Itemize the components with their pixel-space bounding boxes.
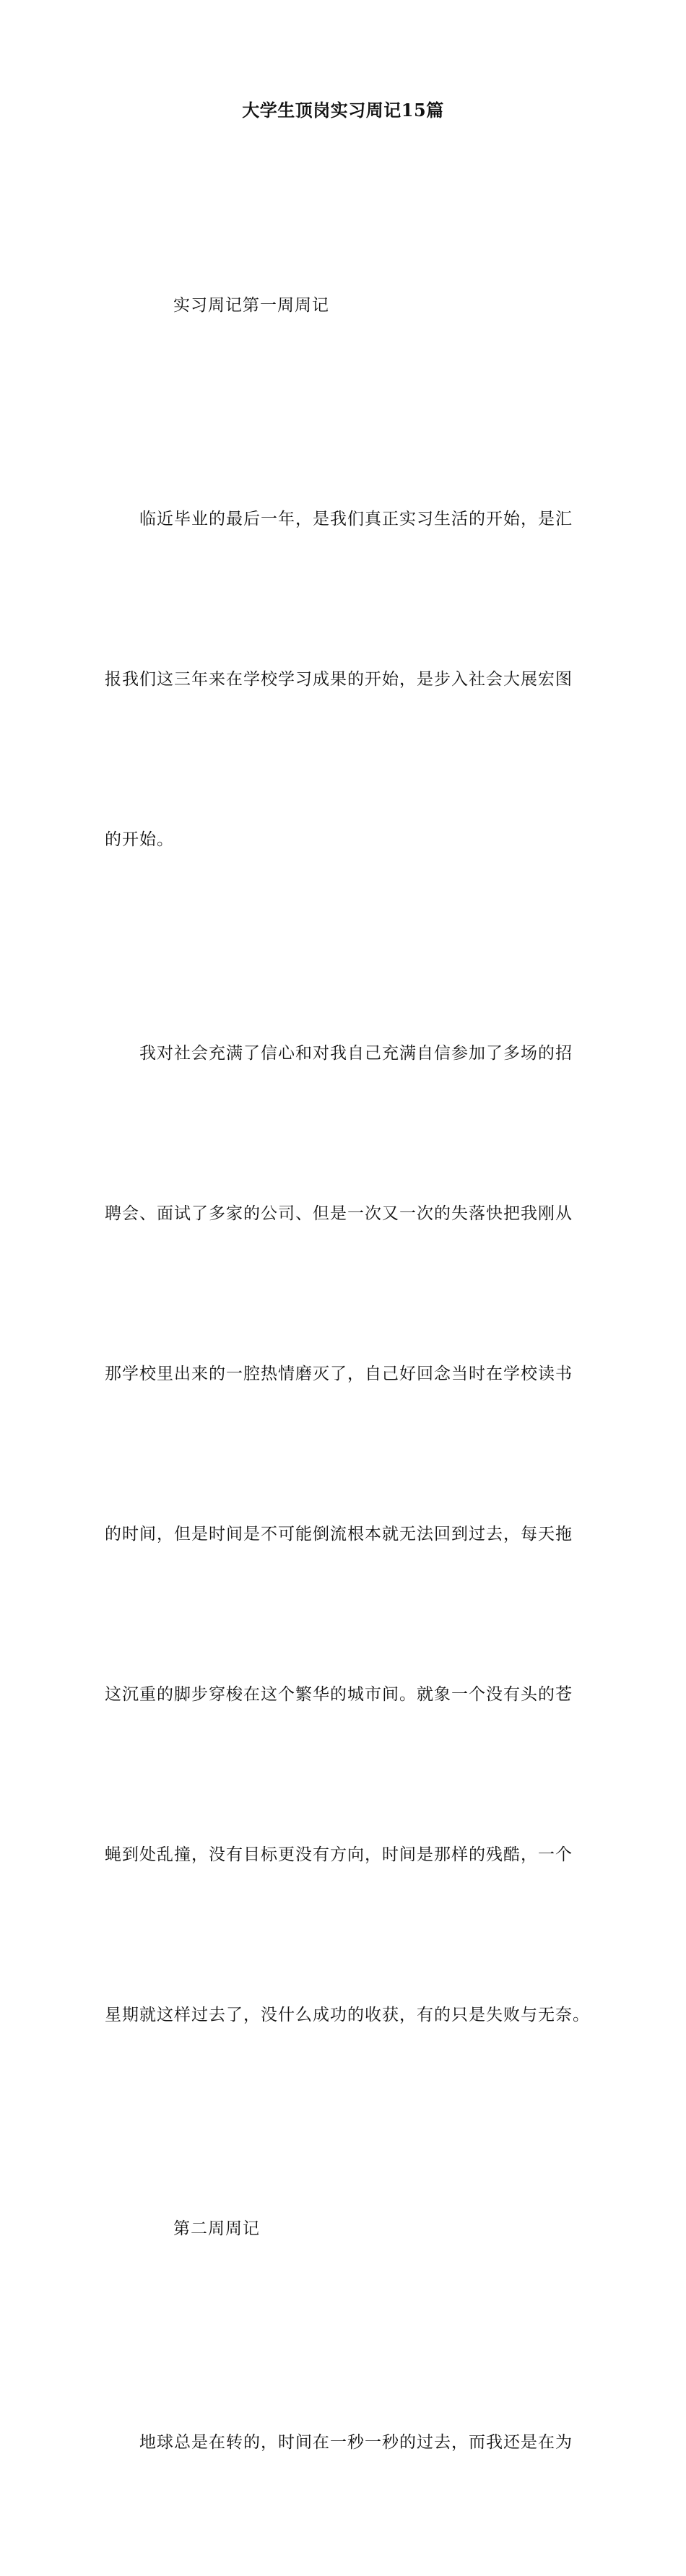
section-heading-week-2: 第二周周记 bbox=[173, 2219, 260, 2238]
paragraph-2-line-7: 星期就这样过去了，没什么成功的收获，有的只是失败与无奈。 bbox=[105, 2006, 590, 2024]
section-heading-week-1: 实习周记第一周周记 bbox=[173, 296, 329, 315]
paragraph-3-line-1: 地球总是在转的，时间在一秒一秒的过去，而我还是在为 bbox=[139, 2433, 573, 2452]
paragraph-1-line-2: 报我们这三年来在学校学习成果的开始，是步入社会大展宏图 bbox=[105, 670, 573, 689]
body-text bbox=[105, 172, 590, 2576]
paragraph-1-line-3: 的开始。 bbox=[105, 830, 174, 849]
paragraph-2-line-2: 聘会、面试了多家的公司、但是一次又一次的失落快把我刚从 bbox=[105, 1204, 573, 1223]
document-title: 大学生顶岗实习周记15篇 bbox=[242, 100, 444, 121]
paragraph-2-line-6: 蝇到处乱撞，没有目标更没有方向，时间是那样的残酷，一个 bbox=[105, 1845, 573, 1864]
paragraph-2-line-4: 的时间，但是时间是不可能倒流根本就无法回到过去，每天拖 bbox=[105, 1525, 573, 1544]
paragraph-1-line-1: 临近毕业的最后一年，是我们真正实习生活的开始，是汇 bbox=[139, 510, 573, 528]
paragraph-2-line-3: 那学校里出来的一腔热情磨灭了，自己好回念当时在学校读书 bbox=[105, 1365, 573, 1383]
paragraph-2-line-1: 我对社会充满了信心和对我自己充满自信参加了多场的招 bbox=[139, 1044, 573, 1063]
paragraph-2-line-5: 这沉重的脚步穿梭在这个繁华的城市间。就象一个没有头的苍 bbox=[105, 1685, 573, 1704]
